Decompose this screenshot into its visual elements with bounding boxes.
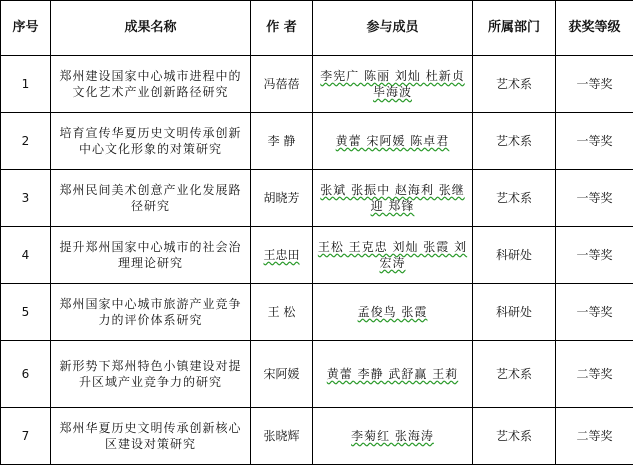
row-author: 胡晓芳 bbox=[251, 170, 313, 227]
row-department: 艺术系 bbox=[473, 56, 556, 113]
row-award: 二等奖 bbox=[556, 408, 633, 465]
row-title: 郑州建设国家中心城市进程中的文化艺术产业创新路径研究 bbox=[51, 56, 251, 113]
row-author: 冯蓓蓓 bbox=[251, 56, 313, 113]
row-title: 郑州民间美术创意产业化发展路径研究 bbox=[51, 170, 251, 227]
row-members: 孟俊鸟 张霞 bbox=[313, 284, 473, 341]
table-row bbox=[1, 227, 633, 284]
table-row bbox=[1, 56, 633, 113]
row-department: 科研处 bbox=[473, 227, 556, 284]
row-author: 张晓辉 bbox=[251, 408, 313, 465]
row-number: 1 bbox=[1, 56, 51, 113]
row-award: 一等奖 bbox=[556, 56, 633, 113]
row-title: 郑州国家中心城市旅游产业竞争力的评价体系研究 bbox=[51, 284, 251, 341]
header-award: 获奖等级 bbox=[556, 1, 633, 56]
row-title: 提升郑州国家中心城市的社会治理理论研究 bbox=[51, 227, 251, 284]
header-number: 序号 bbox=[1, 1, 51, 56]
row-number: 3 bbox=[1, 170, 51, 227]
row-number: 4 bbox=[1, 227, 51, 284]
table-row bbox=[1, 284, 633, 341]
row-author: 宋阿媛 bbox=[251, 341, 313, 408]
header-title: 成果名称 bbox=[51, 1, 251, 56]
row-award: 一等奖 bbox=[556, 170, 633, 227]
row-author: 李 静 bbox=[251, 113, 313, 170]
row-department: 艺术系 bbox=[473, 341, 556, 408]
row-members: 黄蕾 宋阿媛 陈卓君 bbox=[313, 113, 473, 170]
row-title: 培育宣传华夏历史文明传承创新中心文化形象的对策研究 bbox=[51, 113, 251, 170]
row-department: 科研处 bbox=[473, 284, 556, 341]
row-department: 艺术系 bbox=[473, 113, 556, 170]
row-department: 艺术系 bbox=[473, 170, 556, 227]
row-department: 艺术系 bbox=[473, 408, 556, 465]
row-number: 6 bbox=[1, 341, 51, 408]
row-members: 王松 王克忠 刘灿 张霞 刘宏涛 bbox=[313, 227, 473, 284]
row-members: 张斌 张振中 赵海利 张继迎 郑锋 bbox=[313, 170, 473, 227]
row-number: 5 bbox=[1, 284, 51, 341]
row-members: 李菊红 张海涛 bbox=[313, 408, 473, 465]
row-number: 7 bbox=[1, 408, 51, 465]
row-award: 一等奖 bbox=[556, 113, 633, 170]
row-author: 王 松 bbox=[251, 284, 313, 341]
table-row bbox=[1, 113, 633, 170]
header-members: 参与成员 bbox=[313, 1, 473, 56]
row-number: 2 bbox=[1, 113, 51, 170]
row-award: 二等奖 bbox=[556, 341, 633, 408]
row-author: 王忠田 bbox=[251, 227, 313, 284]
table-row bbox=[1, 170, 633, 227]
row-title: 新形势下郑州特色小镇建设对提升区域产业竞争力的研究 bbox=[51, 341, 251, 408]
header-department: 所属部门 bbox=[473, 1, 556, 56]
table-row bbox=[1, 341, 633, 408]
header-author: 作 者 bbox=[251, 1, 313, 56]
row-award: 一等奖 bbox=[556, 227, 633, 284]
row-award: 一等奖 bbox=[556, 284, 633, 341]
row-members: 黄蕾 李静 武舒赢 王莉 bbox=[313, 341, 473, 408]
row-members: 李宪广 陈丽 刘灿 杜新贞 毕海波 bbox=[313, 56, 473, 113]
row-title: 郑州华夏历史文明传承创新核心区建设对策研究 bbox=[51, 408, 251, 465]
table-header-row bbox=[1, 1, 633, 56]
